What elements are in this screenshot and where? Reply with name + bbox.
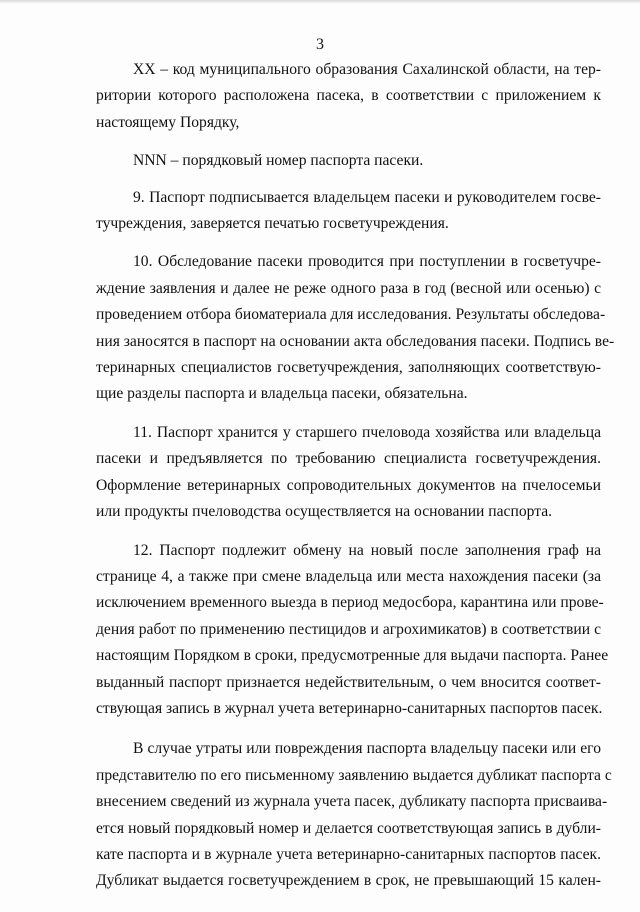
paragraph-nnn-code (96, 148, 601, 174)
text-line: 11. Паспорт хранится у старшего пчеловода хозяйства или владельца (133, 423, 601, 441)
text-line: или продукты пчеловодства осуществляется на основании паспорта. (96, 503, 553, 521)
text-line: теринарных специалистов госветучреждения, заполняющих соответствую- (96, 359, 601, 377)
text-line: выданный паспорт признается недействительным, о чем вносится соответ- (96, 673, 601, 691)
text-line: ется новый порядковый номер и делается соответствующая запись в дубли- (96, 819, 601, 837)
document-body (96, 57, 615, 895)
text-line: проведением отбора биоматериала для исследования. Результаты обследова- (96, 306, 606, 324)
text-line: тучреждения, заверяется печатью госветучреждения. (96, 215, 449, 233)
scan-edge (0, 0, 640, 4)
paragraph-xx-code (96, 57, 601, 136)
text-line: исключением временного выезда в период медосбора, карантина или прове- (96, 594, 604, 612)
paragraph-duplicate (96, 736, 612, 894)
text-line: настоящему Порядку, (96, 113, 240, 131)
text-line: ствующая запись в журнал учета ветеринарно-санитарных паспортов пасек. (96, 699, 603, 717)
text-line: 9. Паспорт подписывается владельцем пасеки и руководителем госве- (133, 188, 601, 206)
text-line: представителю по его письменному заявлению выдается дубликат паспорта с (96, 766, 612, 784)
text-line: XX – код муниципального образования Сахалинской области, на тер- (133, 61, 601, 78)
page-number: 3 (316, 36, 324, 53)
text-line: настоящим Порядком в сроки, предусмотренные для выдачи паспорта. Ранее (96, 647, 609, 665)
text-line: В случае утраты или повреждения паспорта владельцу пасеки или его (133, 740, 601, 758)
text-line: дения работ по применению пестицидов и агрохимикатов) в соответствии с (96, 620, 601, 638)
paragraph-item-10 (96, 249, 615, 407)
text-line: Оформление ветеринарных сопроводительных документов на пчелосемьи (96, 476, 601, 494)
text-line: ния заносятся в паспорт на основании акта обследования пасеки. Подпись ве- (96, 332, 615, 350)
text-line: пасеки и предъявляется по требованию специалиста госветучреждения. (96, 450, 601, 468)
text-line: внесением сведений из журнала учета пасек, дубликату паспорта присваива- (96, 793, 608, 811)
text-line: странице 4, а также при смене владельца или места нахождения пасеки (за (96, 567, 601, 585)
paragraph-item-11 (96, 420, 601, 526)
text-line: кате паспорта и в журнале учета ветеринарно-санитарных паспортов пасек. (96, 845, 601, 863)
text-line: 12. Паспорт подлежит обмену на новый после заполнения граф на (133, 541, 601, 559)
text-line: щие разделы паспорта и владельца пасеки, обязательна. (96, 385, 468, 403)
text-line: ритории которого расположена пасека, в соответствии с приложением к (96, 87, 601, 105)
paragraph-item-12 (96, 538, 609, 723)
text-line: 10. Обследование пасеки проводится при поступлении в госветучре- (133, 253, 601, 271)
paragraph-item-9 (96, 185, 601, 238)
text-line: NNN – порядковый номер паспорта пасеки. (133, 152, 424, 170)
text-line: Дубликат выдается госветучреждением в срок, не превышающий 15 кален- (96, 872, 601, 890)
text-line: ждение заявления и далее не реже одного раза в год (весной или осенью) с (96, 279, 601, 297)
